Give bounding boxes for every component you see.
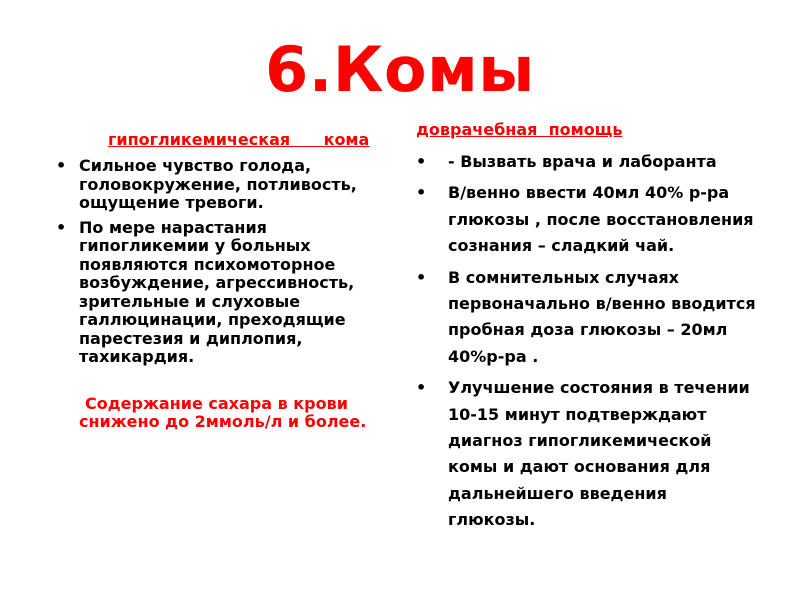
right-column (416, 120, 756, 539)
blood-sugar-note (56, 395, 396, 432)
blood-sugar-note-line: снижено до 2ммоль/л и более. (79, 412, 367, 431)
list-item (416, 180, 756, 259)
left-bullet-list (56, 157, 396, 367)
left-column-heading: гипогликемическая кома (108, 130, 370, 149)
bullet-icon: • (416, 183, 427, 203)
list-item-text: Сильное чувство голода, головокружение, потливость, ощущение тревоги. (79, 156, 357, 212)
bullet-icon: • (416, 267, 427, 287)
list-item (56, 219, 396, 367)
blood-sugar-note-line: Содержание сахара в крови (85, 393, 348, 413)
right-bullet-list (416, 149, 756, 534)
slide-title: 6.Комы (265, 33, 535, 106)
list-item-text: Улучшение состояния в течении 10-15 минут подтверждают диагноз гипогликемической комы и дают основания для дальнейшего введения глюкозы. (448, 378, 750, 530)
bullet-icon: • (416, 378, 427, 398)
bullet-icon: • (56, 217, 67, 237)
list-item (416, 149, 756, 175)
list-item-text: В/венно ввести 40мл 40% р-ра глюкозы , после восстановления сознания – сладкий чай. (448, 183, 754, 256)
bullet-icon: • (56, 156, 67, 175)
list-item-text: В сомнительных случаях первоначально в/венно вводится пробная доза глюкозы – 20мл 40%р-ра . (448, 267, 756, 366)
list-item (416, 265, 756, 371)
list-item (56, 157, 396, 213)
right-column-heading: доврачебная помощь (416, 120, 623, 139)
left-column (56, 130, 396, 432)
list-item (416, 375, 756, 533)
bullet-icon: • (416, 152, 427, 171)
list-item-text: По мере нарастания гипогликемии у больных появляются психомоторное возбуждение, агрессивность, зрительные и слуховые галлюцинации, преходящие парестезия и диплопия, тахикардия. (79, 217, 355, 366)
list-item-text: - Вызвать врача и лаборанта (448, 152, 717, 171)
